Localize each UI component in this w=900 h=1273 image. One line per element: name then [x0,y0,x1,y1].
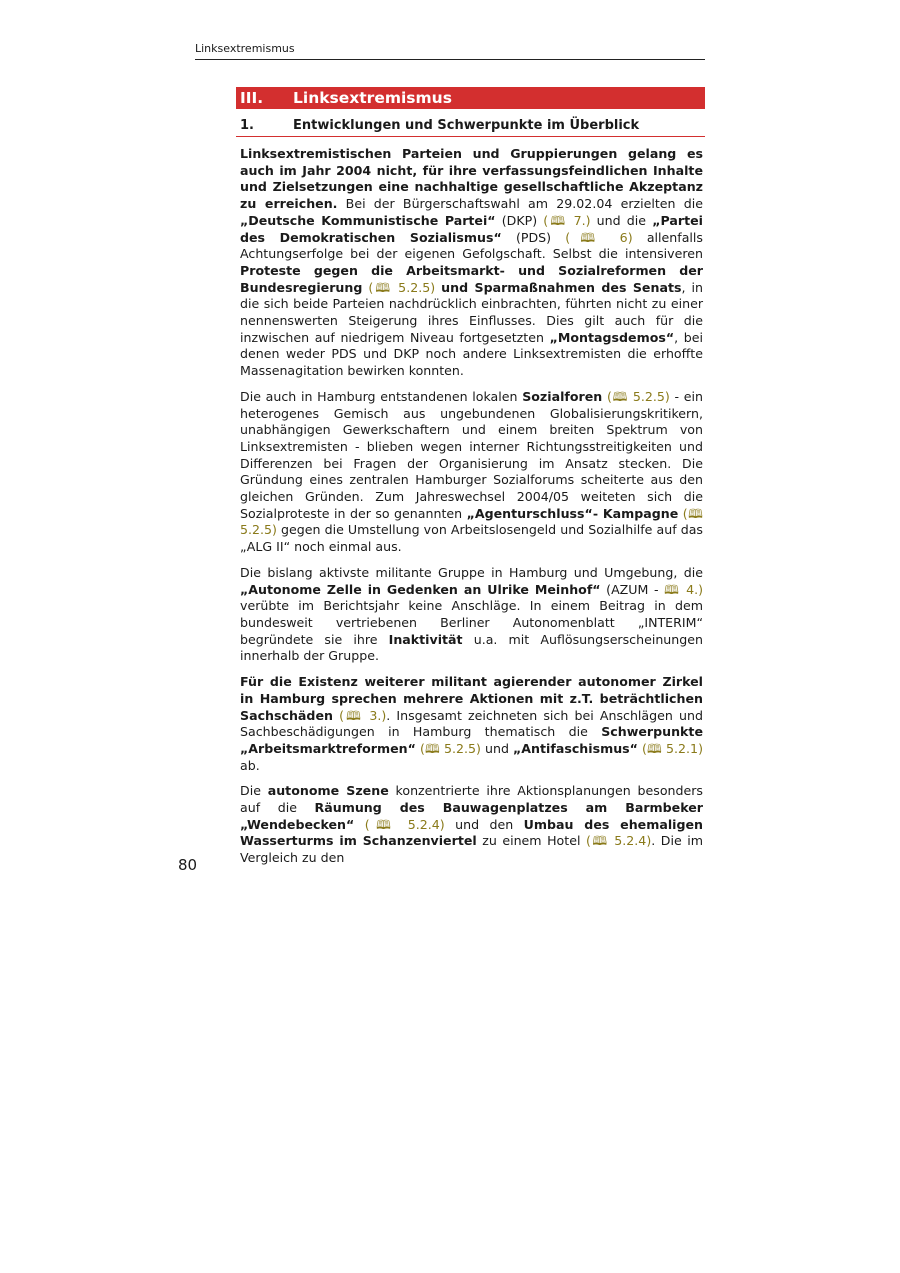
paragraph [240,783,703,867]
text-run: (DKP) [495,212,544,228]
emphasis-text: Schwerpunkte „Arbeitsmarktreformen“ [240,724,703,756]
body-text [240,146,703,876]
text-run: , in die sich beide Parteien nachdrücklich einbrachten, führten nicht zu einer nennenswerten Steigerung ihres Einflusses. Dies gilt auch für die inzwischen auf niedrigem Niveau fortgesetzten [240,279,703,345]
text-run: verübte im Berichtsjahr keine Anschläge. In einem Beitrag in dem bundesweit vertriebenen Berliner Autonomenblatt „INTERIM“ begründete sie ihre [240,598,703,647]
section-title: Entwicklungen und Schwerpunkte im Überblick [293,118,640,133]
paragraph [240,389,703,556]
cross-reference: (🕮 5.2.5) [240,505,703,538]
paragraph [240,565,703,665]
text-run: . Die im Vergleich zu den [240,833,703,866]
section-number: 1. [240,118,254,133]
emphasis-text: „Montagsdemos“ [549,329,675,345]
text-run: und [480,740,514,756]
cross-reference: 🕮 4.) [664,581,703,597]
text-run: und die [590,212,653,228]
text-run: - ein heterogenes Gemisch aus ungebundenen Globalisierungskritikern, unabhängigen Gewerkschaftern und einem breiten Spektrum von Linksextremisten - blieben wegen interner Richtungsstreitigkeiten und Differenzen bei Fragen der Organisierung im Ansatz stecken. Die Gründung eines zentralen Hamburger Sozialforums scheiterte aus den gleichen Gründen. Zum Jahreswechsel 2004/05 weiteten sich die Sozialproteste in der so genannten [240,388,703,521]
emphasis-text: autonome Szene [267,783,389,799]
text-run: (PDS) [501,229,566,245]
chapter-title: Linksextremismus [293,89,452,107]
page-number: 80 [178,856,198,874]
cross-reference: (🕮 5.2.5) [368,279,436,295]
emphasis-text: Linksextremistischen Parteien und Gruppierungen gelang es auch im Jahr 2004 nicht, für ihre verfassungsfeindlichen Inhalte und Zielsetzungen eine nachhaltige gesellschaftliche Akzeptanz zu erreichen. [240,146,703,212]
emphasis-text: Sozialforen [522,388,603,404]
text-run: zu einem Hotel [476,833,586,849]
cross-reference: (🕮 7.) [543,212,591,228]
text-run: Bei der Bürgerschaftswahl am 29.02.04 erzielten die [337,196,703,212]
cross-reference: (🕮 5.2.5) [606,388,670,404]
emphasis-text: „Partei des Demokratischen Sozialismus“ [240,212,703,245]
emphasis-text: Inaktivität [388,631,463,647]
text-run: Die bislang aktivste militante Gruppe in Hamburg und Umgebung, die [240,564,703,580]
paragraph [240,674,703,774]
text-run: Die auch in Hamburg entstandenen lokalen [240,388,523,404]
text-run [354,817,364,832]
text-run: konzentrierte ihre Aktionsplanungen besonders auf die [240,783,703,816]
emphasis-text: Proteste gegen die Arbeitsmarkt- und Sozialreformen der Bundesregierung [240,262,703,295]
text-run: Die [240,783,268,799]
emphasis-text: Für die Existenz weiterer militant agierender autonomer Zirkel in Hamburg sprechen mehrere Aktionen mit z.T. beträchtlichen Sachschäden [240,674,703,723]
emphasis-text: Räumung des Bauwagenplatzes am Barmbeker „Wendebecken“ [240,800,704,832]
text-run: . Insgesamt zeichneten sich bei Anschlägen und Sachbeschädigungen in Hamburg thematisch die [240,707,703,740]
section-heading [236,117,705,137]
emphasis-text: „Agenturschluss“- Kampagne [466,505,679,521]
cross-reference: (🕮 6) [565,229,633,245]
text-run: allenfalls Achtungserfolge bei der eigenen Gefolgschaft. Selbst die intensiveren [240,229,703,262]
cross-reference: (🕮 3.) [339,707,387,723]
text-run: gegen die Umstellung von Arbeitslosengeld und Sozialhilfe auf das „ALG II“ noch einmal aus. [240,522,703,555]
cross-reference: (🕮 5.2.4) [364,816,445,832]
cross-reference: (🕮 5.2.5) [419,740,481,756]
cross-reference: (🕮 5.2.1) [642,740,703,756]
chapter-heading [236,87,705,109]
cross-reference: (🕮 5.2.4) [585,833,652,849]
text-run: (AZUM - [600,581,665,597]
running-header: Linksextremismus [195,42,705,60]
emphasis-text: „Deutsche Kommunistische Partei“ [240,212,496,228]
paragraph [240,146,703,380]
text-run: u.a. mit Auflösungserscheinungen innerhalb der Gruppe. [240,631,703,664]
text-run: und den [444,816,524,832]
text-run: , bei denen weder PDS und DKP noch andere Linksextremisten die erhoffte Massenagitation bewirken konnten. [240,329,703,379]
emphasis-text: „Autonome Zelle in Gedenken an Ulrike Meinhof“ [240,581,601,597]
emphasis-text: „Antifaschismus“ [513,740,638,756]
chapter-number: III. [240,89,264,107]
text-run: ab. [240,757,260,773]
emphasis-text: Umbau des ehemaligen Wasserturms im Schanzenviertel [240,816,703,849]
emphasis-text: und Sparmaßnahmen des Senats [441,279,682,295]
